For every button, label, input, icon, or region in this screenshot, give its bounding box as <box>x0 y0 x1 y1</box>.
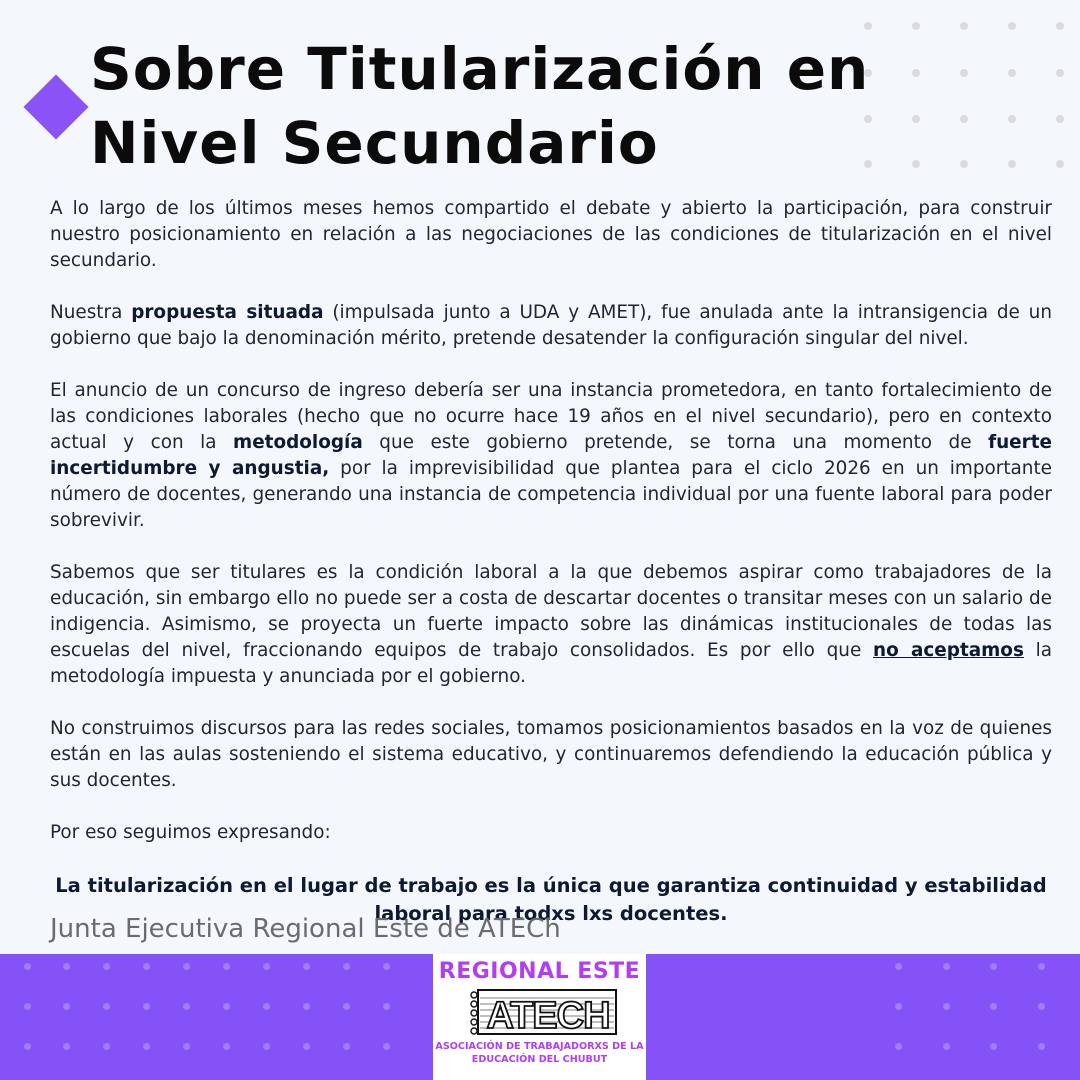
logo-subtitle-1: ASOCIACIÓN DE TRABAJADORXS DE LA <box>435 1041 644 1052</box>
signature: Junta Ejecutiva Regional Este de ATECh <box>50 914 561 944</box>
paragraph-3-text-a: El anuncio de un concurso de ingreso debería ser una instancia prometedora, en tanto fortalecimiento de las condiciones laborales (hecho que no ocurre hace 19 años en el nivel secundario), pero en contexto actual y con la <box>50 380 1052 453</box>
diamond-accent-icon <box>23 74 88 139</box>
paragraph-3 <box>50 378 1052 534</box>
paragraph-4 <box>50 560 1052 690</box>
closing-intro: Por eso seguimos expresando: <box>50 822 331 843</box>
paragraph-2-text-a: Nuestra <box>50 302 132 323</box>
logo-regional-title: REGIONAL ESTE <box>438 959 641 984</box>
article-body <box>50 196 1052 954</box>
atech-notebook-icon <box>460 986 620 1038</box>
paragraph-3-emphasis-1: metodología <box>233 432 363 453</box>
logo-subtitle-2: EDUCACIÓN DEL CHUBUT <box>471 1054 608 1065</box>
title-line-2: Nivel Secundario <box>90 109 659 177</box>
logo-mark-text: ATECH <box>485 995 610 1037</box>
paragraph-1: A lo largo de los últimos meses hemos compartido el debate y abierto la participación, para construir nuestro posicionamiento en relación a las negociaciones de las condiciones de titularización en el nivel secundario. <box>50 198 1052 271</box>
paragraph-2-text-c: (impulsada junto a UDA y AMET), fue anulada ante la intransigencia de un gobierno que bajo la denominación mérito, pretende desatender la configuración singular del nivel. <box>50 302 1052 349</box>
paragraph-2 <box>50 300 1052 352</box>
atech-logo <box>433 954 646 1080</box>
paragraph-4-text-c: la metodología impuesta y anunciada por el gobierno. <box>50 640 1052 687</box>
title-line-1: Sobre Titularización en <box>90 35 870 103</box>
paragraph-4-text-a: Sabemos que ser titulares es la condición laboral a la que debemos aspirar como trabajadores de la educación, sin embargo ello no puede ser a costa de descartar docentes o transitar meses con un salario de indigencia. Asimismo, se proyecta un fuerte impacto sobre las dinámicas institucionales de todas las escuelas del nivel, fraccionando equipos de trabajo consolidados. Es por ello que <box>50 562 1052 661</box>
paragraph-4-emphasis: no aceptamos <box>873 640 1024 661</box>
paragraph-2-emphasis: propuesta situada <box>131 302 324 323</box>
paragraph-5: No construimos discursos para las redes sociales, tomamos posicionamientos basados en la voz de quienes están en las aulas sosteniendo el sistema educativo, y continuaremos defendiendo la educación pública y sus docentes. <box>50 718 1052 791</box>
paragraph-3-emphasis-2: fuerte incertidumbre y angustia, <box>50 432 1052 479</box>
decorative-dot-grid <box>864 22 1074 172</box>
page-title <box>90 32 869 180</box>
closing-statement: La titularización en el lugar de trabajo es la única que garantiza continuidad y estabilidad laboral para todxs lxs docentes. <box>55 874 1047 925</box>
paragraph-3-text-c: que este gobierno pretende, se torna una momento de <box>362 432 989 453</box>
paragraph-3-text-e: por la imprevisibilidad que plantea para el ciclo 2026 en un importante número de docentes, generando una instancia de competencia individual por una fuente laboral para poder sobrevivir. <box>50 458 1052 531</box>
